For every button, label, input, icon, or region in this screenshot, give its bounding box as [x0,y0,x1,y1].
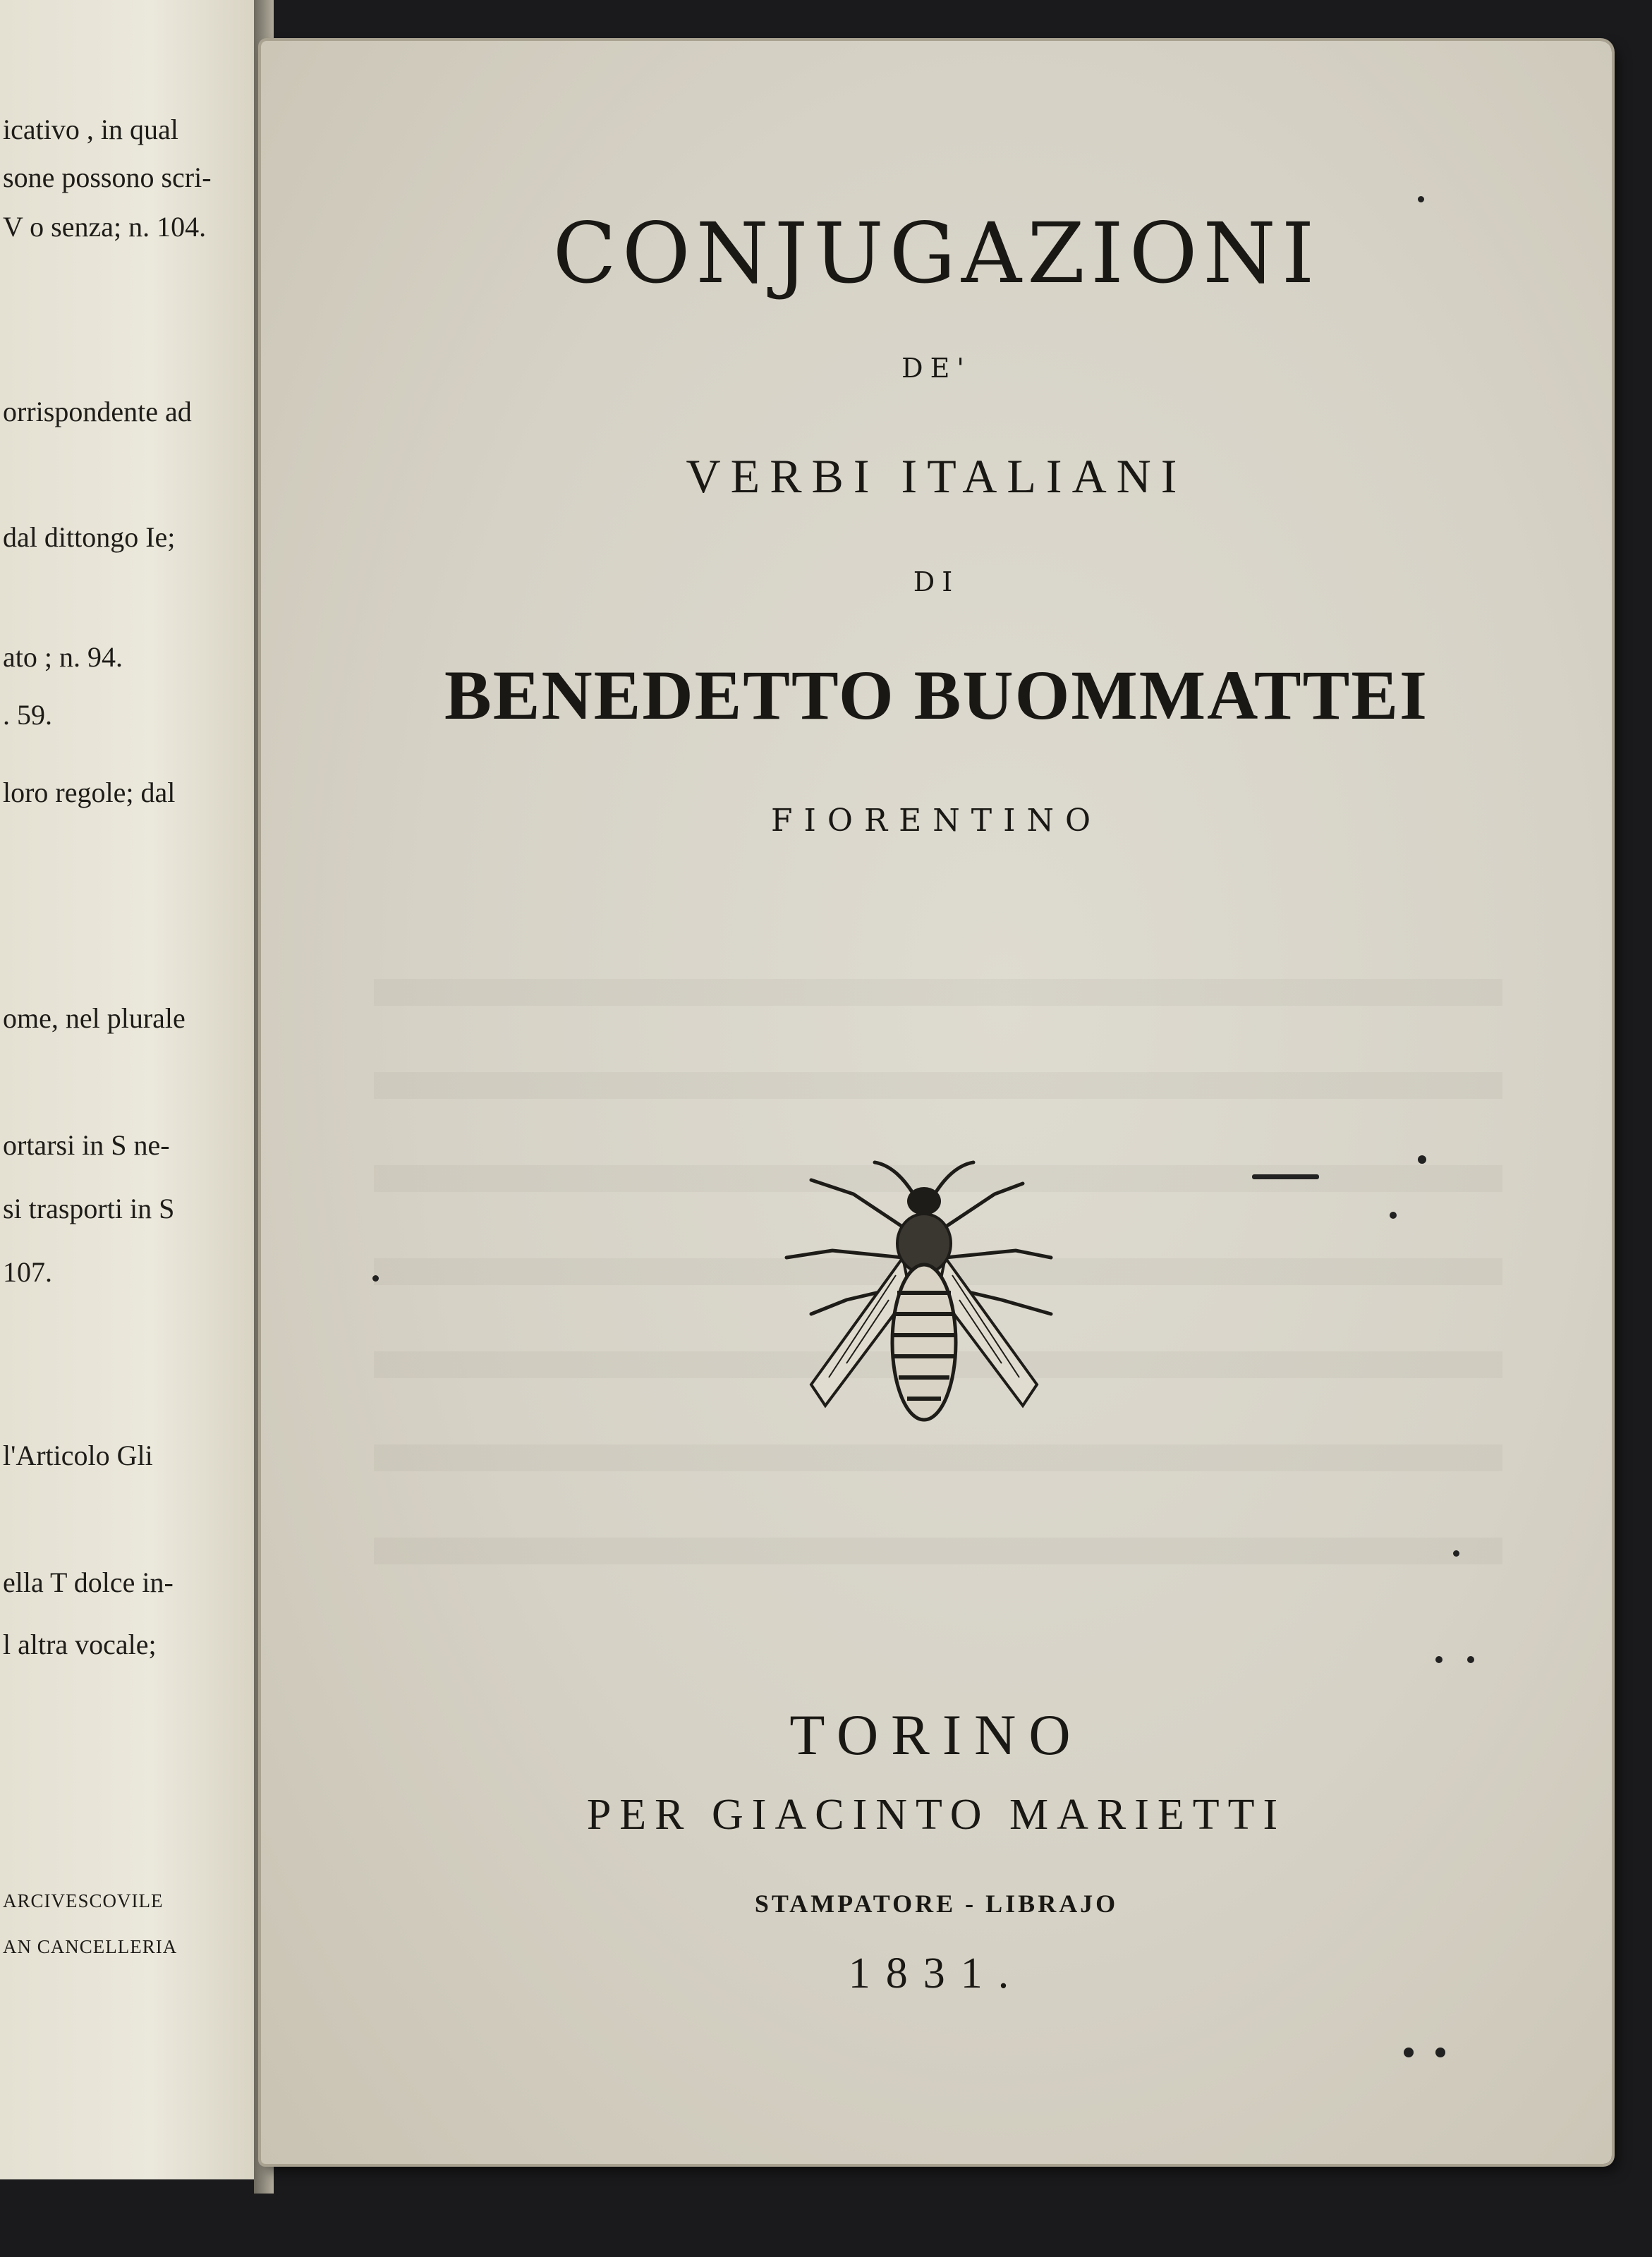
imprint-publisher: PER GIACINTO MARIETTI [586,1791,1287,1839]
left-line: l'Articolo Gli [3,1440,153,1471]
left-line: loro regole; dal [3,777,176,808]
left-page [0,0,258,2179]
left-line: ome, nel plurale [3,1002,186,1034]
imprint-city: TORINO [789,1703,1083,1767]
foxing-spot [1453,1550,1459,1557]
left-line: 107. [3,1256,52,1288]
author-name: BENEDETTO BUOMMATTEI [444,656,1428,734]
left-line: l altra vocale; [3,1629,157,1660]
page-title: CONJUGAZIONI [552,205,1320,302]
foxing-spot [1418,1155,1426,1164]
foxing-spot [1435,1656,1443,1663]
foxing-spot [372,1275,379,1282]
foxing-spot [1390,1212,1397,1219]
imprint-profession: STAMPATORE - LIBRAJO [754,1890,1119,1918]
foxing-spot [1404,2048,1414,2057]
left-line: ARCIVESCOVILE [3,1890,164,1911]
subtitle: VERBI ITALIANI [686,449,1187,503]
left-line: AN CANCELLERIA [3,1936,178,1957]
left-line: V o senza; n. 104. [3,211,207,243]
author-preposition: DI [913,566,960,597]
left-line: dal dittongo Ie; [3,521,176,553]
title-preposition: DE' [901,353,971,384]
left-line: ato ; n. 94. [3,641,123,673]
ink-mark [1252,1174,1319,1179]
left-line: ortarsi in S ne- [3,1129,170,1161]
left-line: orrispondente ad [3,396,192,427]
title-page [261,41,1612,2164]
left-line: icativo , in qual [3,114,178,145]
left-line: ella T dolce in- [3,1566,174,1598]
left-line: sone possono scri- [3,162,212,193]
bee-emblem-icon [769,1152,1079,1462]
imprint-year: 1831. [848,1949,1025,1997]
foxing-spot [1467,1656,1474,1663]
foxing-spot [1418,196,1424,202]
left-line: . 59. [3,699,52,731]
left-line: si trasporti in S [3,1193,175,1224]
author-origin: FIORENTINO [770,803,1103,839]
foxing-spot [1435,2048,1445,2057]
